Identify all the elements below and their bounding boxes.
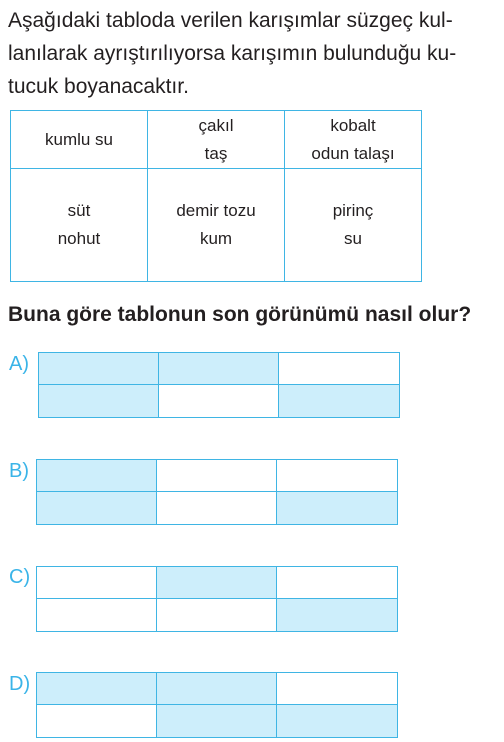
option-cell — [279, 385, 399, 417]
cell-text: kum — [199, 229, 233, 248]
option-cell — [279, 353, 399, 385]
option-c-grid[interactable] — [36, 566, 398, 632]
option-cell — [157, 460, 277, 492]
option-cell — [157, 599, 277, 631]
option-cell — [37, 599, 157, 631]
cell-text: kobalt — [330, 115, 376, 135]
cell-text: demir tozu — [176, 201, 256, 220]
option-cell — [277, 492, 397, 524]
table-cell — [148, 111, 285, 169]
mixture-table — [10, 110, 422, 282]
option-cell — [277, 705, 397, 737]
option-cell — [37, 673, 157, 705]
intro-line: lanılarak ayrıştırılıyorsa karışımın bulunduğu ku- — [8, 42, 457, 65]
cell-text: kumlu su — [44, 129, 114, 149]
cell-text: pirinç — [332, 201, 374, 220]
table-cell — [285, 111, 422, 169]
intro-line: Aşağıdaki tabloda verilen karışımlar süzgeç kul- — [8, 9, 453, 32]
cell-text: su — [344, 229, 362, 248]
option-cell — [37, 492, 157, 524]
table-cell — [11, 111, 148, 169]
option-cell — [277, 460, 397, 492]
option-a-grid[interactable] — [38, 352, 400, 418]
option-cell — [157, 567, 277, 599]
option-cell — [277, 567, 397, 599]
cell-text: odun talaşı — [311, 143, 395, 163]
option-cell — [37, 705, 157, 737]
cell-text: taş — [204, 143, 228, 163]
option-b-letter[interactable]: B) — [9, 460, 29, 482]
option-b-grid[interactable] — [36, 459, 398, 525]
table-cell — [285, 169, 422, 282]
table-cell — [11, 169, 148, 282]
option-cell — [39, 353, 159, 385]
option-d-letter[interactable]: D) — [9, 673, 31, 695]
option-cell — [159, 385, 279, 417]
option-d-grid[interactable] — [36, 672, 398, 738]
intro-line: tucuk boyanacaktır. — [8, 75, 189, 98]
table-cell — [148, 169, 285, 282]
option-cell — [277, 599, 397, 631]
question-text: Buna göre tablonun son görünümü nasıl olur? — [8, 303, 472, 326]
option-cell — [157, 492, 277, 524]
cell-text: çakıl — [198, 115, 234, 135]
cell-text: süt — [67, 201, 91, 220]
intro-text — [8, 4, 500, 103]
option-cell — [37, 460, 157, 492]
option-c-letter[interactable]: C) — [9, 566, 31, 588]
option-cell — [157, 673, 277, 705]
option-a-letter[interactable]: A) — [9, 353, 29, 375]
option-cell — [159, 353, 279, 385]
table-row — [11, 111, 422, 169]
cell-text: nohut — [57, 229, 101, 248]
option-cell — [277, 673, 397, 705]
table-row — [11, 169, 422, 282]
option-cell — [157, 705, 277, 737]
option-cell — [39, 385, 159, 417]
option-cell — [37, 567, 157, 599]
